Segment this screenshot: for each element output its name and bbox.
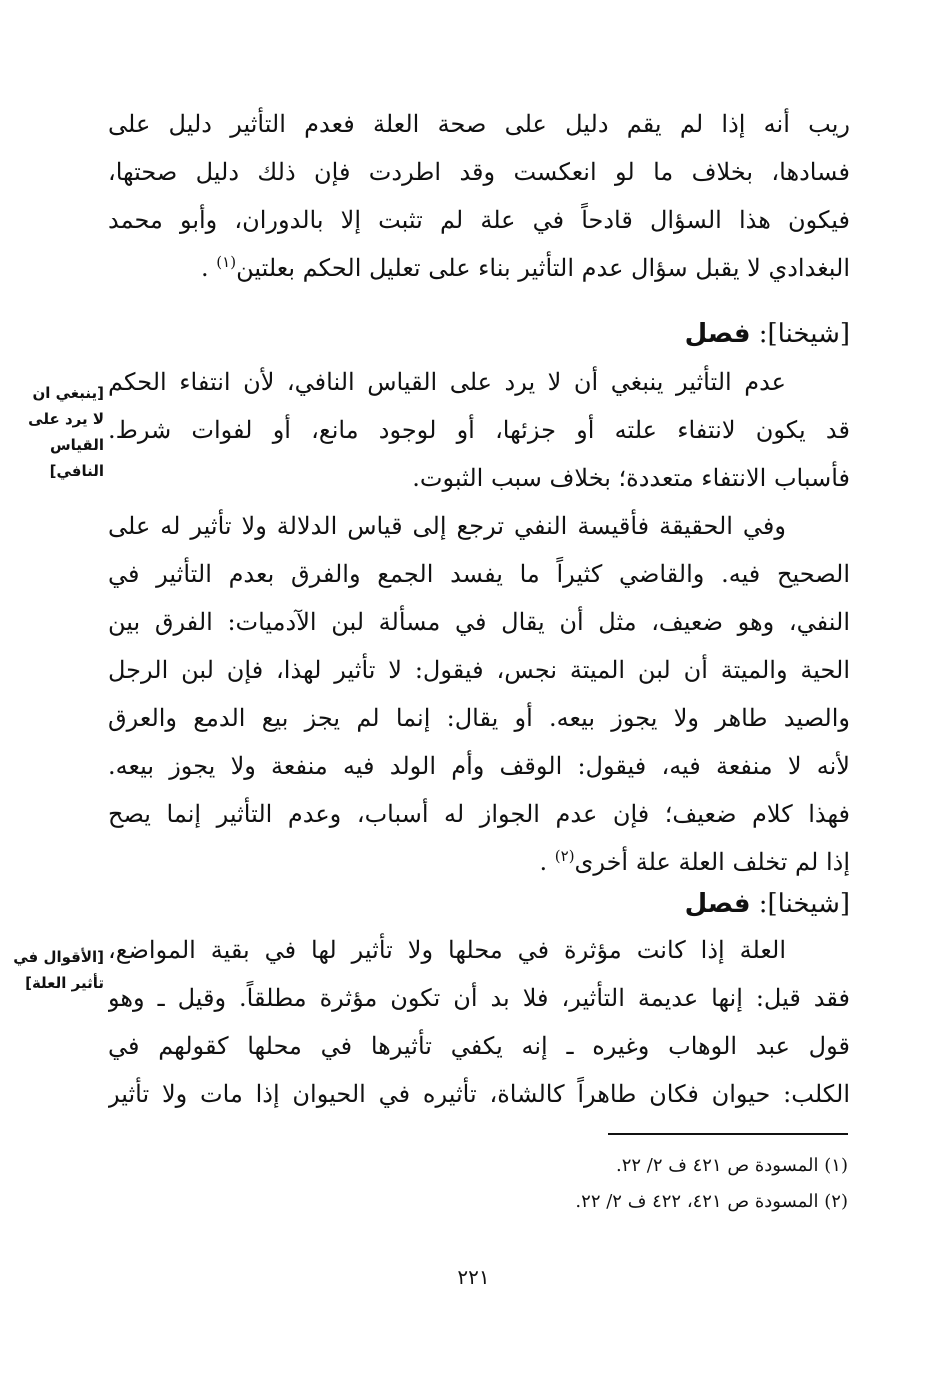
footnote-2: (٢) المسودة ص ٤٢١، ٤٢٢ ف ٢/ ٢٢. bbox=[575, 1191, 848, 1212]
paragraph-3-line-4: الحية والميتة أن لبن الميتة نجس، فيقول: لا تأثير لهذا، فإن لبن الرجل bbox=[108, 656, 850, 684]
paragraph-2 bbox=[108, 358, 850, 502]
paragraph-3-line-2: الصحيح فيه. والقاضي كثيراً ما يفسد الجمع والفرق بعدم التأثير في bbox=[108, 560, 850, 588]
paragraph-1-end-punct: . bbox=[201, 254, 209, 282]
margin-note-1-line-3: القياس bbox=[49, 436, 104, 454]
section-heading-2 bbox=[108, 884, 850, 924]
paragraph-1-line-4-text: البغدادي لا يقبل سؤال عدم التأثير بناء على تعليل الحكم بعلتين bbox=[236, 254, 850, 282]
paragraph-3-line-1: وفي الحقيقة فأقيسة النفي ترجع إلى قياس الدلالة ولا تأثير له على bbox=[108, 512, 786, 540]
paragraph-1-line-1: ريب أنه إذا لم يقم دليل على صحة العلة فعدم التأثير دليل على bbox=[108, 110, 850, 138]
paragraph-2-line-3: فأسباب الانتفاء متعددة؛ بخلاف سبب الثبوت. bbox=[412, 464, 850, 492]
margin-note-2 bbox=[8, 944, 104, 996]
paragraph-3-end-punct: . bbox=[539, 848, 548, 876]
paragraph-3-line-7: فهذا كلام ضعيف؛ فإن عدم الجواز له أسباب، وعدم التأثير إنما يصح bbox=[108, 800, 850, 828]
margin-note-1-line-1: [ينبغي ان bbox=[32, 384, 104, 402]
paragraph-4 bbox=[108, 926, 850, 1118]
heading-2-word: فصل bbox=[684, 889, 751, 919]
paragraph-1-line-2: فسادها، بخلاف ما لو انعكست وقد اطردت فإن ذلك دليل صحتها، bbox=[108, 158, 850, 186]
page-number: ٢٢١ bbox=[457, 1265, 490, 1289]
paragraph-3-line-8 bbox=[108, 838, 850, 886]
footnotes bbox=[400, 1148, 848, 1220]
footnote-separator bbox=[608, 1133, 848, 1135]
heading-1-word: فصل bbox=[684, 319, 751, 349]
paragraph-4-line-4: الكلب: حيوان فكان طاهراً كالشاة، تأثيره في الحيوان إذا مات ولا تأثير bbox=[108, 1080, 850, 1108]
paragraph-1 bbox=[108, 100, 850, 292]
paragraph-2-line-1: عدم التأثير ينبغي أن لا يرد على القياس النافي، لأن انتفاء الحكم bbox=[108, 368, 786, 396]
margin-note-2-line-1: [الأقوال في bbox=[13, 948, 104, 966]
margin-note-1-line-4: النافي] bbox=[49, 462, 104, 480]
paragraph-3-line-8-text: إذا لم تخلف العلة علة أخرى bbox=[574, 848, 850, 876]
paragraph-2-line-2: قد يكون لانتفاء علته أو جزئها، أو لوجود مانع، أو لفوات شرط. bbox=[108, 416, 850, 444]
footnote-1: (١) المسودة ص ٤٢١ ف ٢/ ٢٢. bbox=[615, 1155, 848, 1176]
paragraph-1-line-3: فيكون هذا السؤال قادحاً في علة لم تثبت إلا بالدوران، وأبو محمد bbox=[108, 206, 850, 234]
heading-2-bracket: [شيخنا]: bbox=[758, 889, 850, 919]
margin-note-1-line-2: لا يرد على bbox=[28, 410, 104, 428]
paragraph-4-line-2: فقد قيل: إنها عديمة التأثير، فلا بد أن تكون مؤثرة مطلقاً. وقيل ـ وهو bbox=[108, 984, 850, 1012]
margin-note-1 bbox=[8, 380, 104, 484]
footnote-mark-2: (٢) bbox=[554, 847, 575, 865]
paragraph-3-line-6: لأنه لا منفعة فيه، فيقول: الوقف وأم الولد فيه منفعة ولا يجوز بيعه. bbox=[108, 752, 850, 780]
paragraph-4-line-1: العلة إذا كانت مؤثرة في محلها ولا تأثير لها في بقية المواضع، bbox=[108, 936, 786, 964]
heading-1-bracket: [شيخنا]: bbox=[758, 319, 850, 349]
paragraph-1-line-4 bbox=[108, 244, 850, 292]
paragraph-3-line-3: النفي، وهو ضعيف، مثل أن يقال في مسألة لبن الآدميات: الفرق بين bbox=[108, 608, 850, 636]
paragraph-3 bbox=[108, 502, 850, 886]
paragraph-3-line-5: والصيد طاهر ولا يجوز بيعه. أو يقال: إنما لم يجز بيع الدمع والعرق bbox=[108, 704, 850, 732]
paragraph-4-line-3: قول عبد الوهاب وغيره ـ إنه يكفي تأثيرها في محلها كقولهم في bbox=[108, 1032, 850, 1060]
section-heading-1 bbox=[108, 314, 850, 354]
footnote-mark-1: (١) bbox=[216, 253, 237, 271]
margin-note-2-line-2: تأثير العلة] bbox=[25, 974, 104, 992]
